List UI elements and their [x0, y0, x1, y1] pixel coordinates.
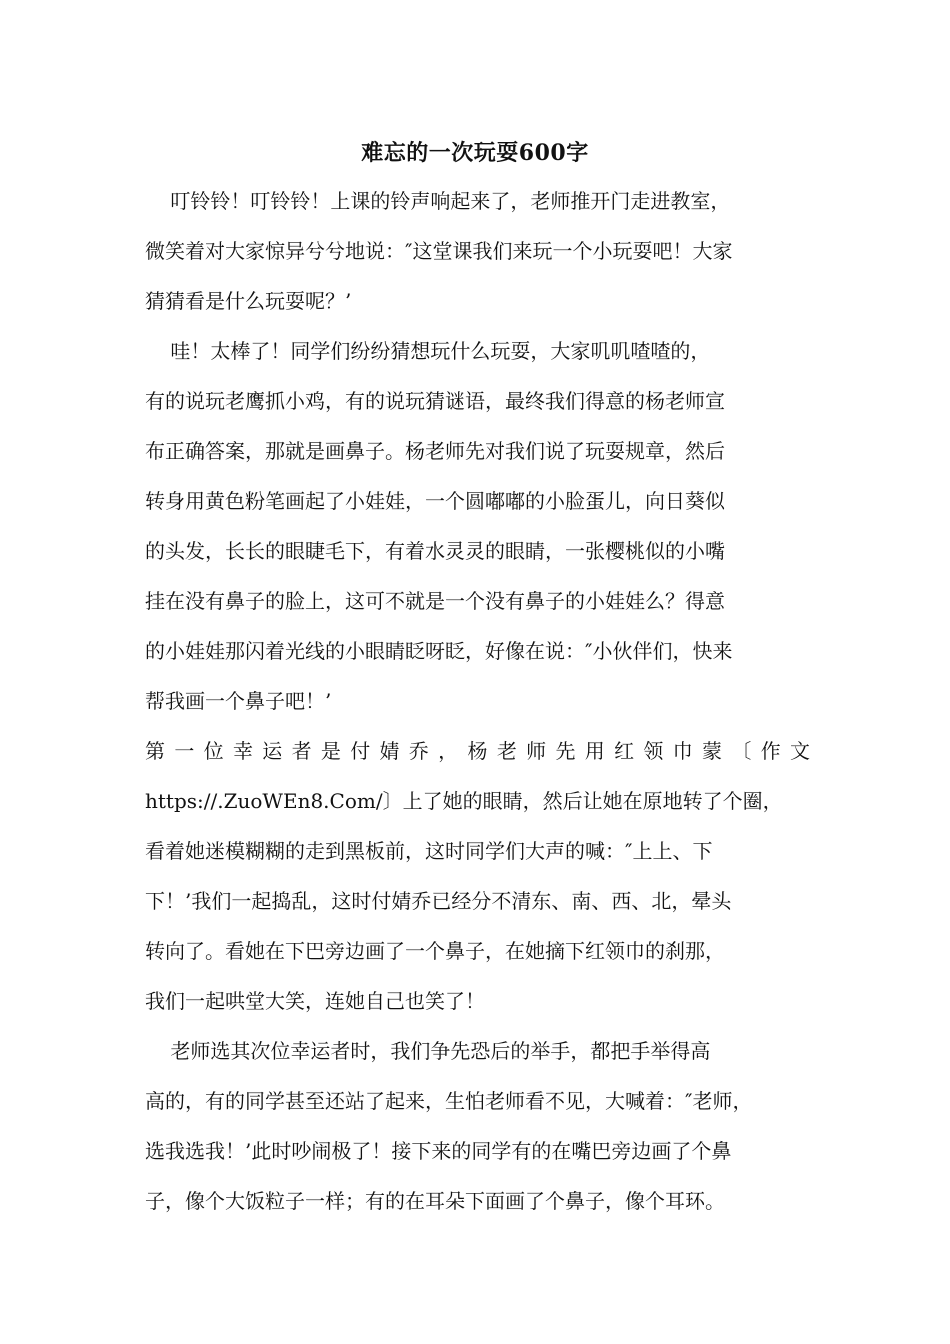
paragraph-3-line-3: 看着她迷模糊糊的走到黑板前，这时同学们大声的喊：″上上、下: [145, 839, 713, 863]
paragraph-1-line-1: 叮铃铃！叮铃铃！上课的铃声响起来了，老师推开门走进教室，: [145, 189, 731, 213]
paragraph-4-line-1: 老师选其次位幸运者时，我们争先恐后的举手，都把手举得高: [145, 1039, 711, 1063]
paragraph-3-line-5: 转向了。看她在下巴旁边画了一个鼻子，在她摘下红领巾的刹那，: [145, 939, 725, 963]
paragraph-2-line-5: 的头发，长长的眼睫毛下，有着水灵灵的眼睛，一张樱桃似的小嘴: [145, 539, 725, 563]
paragraph-3-line-1: 第一位幸运者是付婧乔，杨老师先用红领巾蒙〔作文: [145, 739, 810, 763]
paragraph-2-line-1: 哇！太棒了！同学们纷纷猜想玩什么玩耍，大家叽叽喳喳的，: [145, 339, 711, 363]
document-title: 难忘的一次玩耍600字: [361, 140, 589, 166]
paragraph-2-line-7: 的小娃娃那闪着光线的小眼睛眨呀眨，好像在说：″小伙伴们，快来: [145, 639, 733, 663]
paragraph-2-line-6: 挂在没有鼻子的脸上，这可不就是一个没有鼻子的小娃娃么？得意: [145, 589, 725, 613]
paragraph-4-line-4: 子，像个大饭粒子一样；有的在耳朵下面画了个鼻子，像个耳环。: [145, 1189, 725, 1213]
paragraph-2-line-8: 帮我画一个鼻子吧！’: [145, 689, 332, 713]
paragraph-4-line-3: 选我选我！’此时吵闹极了！接下来的同学有的在嘴巴旁边画了个鼻: [145, 1139, 732, 1163]
paragraph-1-line-2: 微笑着对大家惊异兮兮地说：″这堂课我们来玩一个小玩耍吧！大家: [145, 239, 733, 263]
paragraph-1-line-3: 猜猜看是什么玩耍呢？’: [145, 289, 352, 313]
paragraph-4-line-2: 高的，有的同学甚至还站了起来，生怕老师看不见，大喊着：″老师，: [145, 1089, 753, 1113]
paragraph-2-line-3: 布正确答案，那就是画鼻子。杨老师先对我们说了玩耍规章，然后: [145, 439, 725, 463]
paragraph-3-line-4: 下！’我们一起捣乱，这时付婧乔已经分不清东、南、西、北，晕头: [145, 889, 732, 913]
paragraph-3-line-2: https://.ZuoWEn8.Com/〕上了她的眼睛，然后让她在原地转了个圈，: [145, 789, 783, 813]
paragraph-2-line-4: 转身用黄色粉笔画起了小娃娃，一个圆嘟嘟的小脸蛋儿，向日葵似: [145, 489, 725, 513]
paragraph-3-line-6: 我们一起哄堂大笑，连她自己也笑了！: [145, 989, 485, 1013]
paragraph-2-line-2: 有的说玩老鹰抓小鸡，有的说玩猜谜语，最终我们得意的杨老师宣: [145, 389, 725, 413]
